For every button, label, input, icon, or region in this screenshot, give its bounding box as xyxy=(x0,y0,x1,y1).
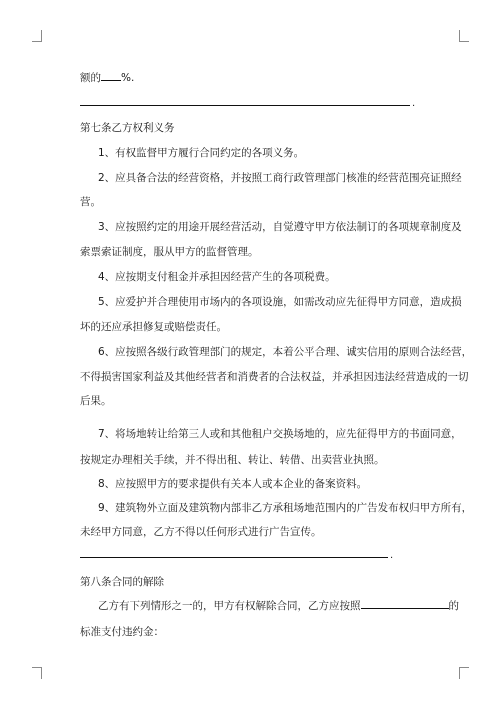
section7-line-16: 未经甲方同意，乙方不得以任何形式进行广告宣传。 xyxy=(80,526,322,538)
crop-mark-top-left xyxy=(32,30,42,42)
crop-mark-bottom-left xyxy=(32,667,42,679)
separator-rule-1 xyxy=(80,105,410,106)
section8-heading: 第八条合同的解除 xyxy=(80,576,164,588)
section7-heading: 第七条乙方权利义务 xyxy=(80,122,175,134)
section7-line-10: 不得损害国家利益及其他经营者和消费者的合法权益，并承担因违法经营造成的一切 xyxy=(80,371,469,383)
percentage-blank xyxy=(101,71,121,81)
separator-rule-2 xyxy=(80,557,388,558)
section7-line-8: 坏的还应承担修复或赔偿责任。 xyxy=(80,321,227,333)
section8-line-1 xyxy=(98,599,459,613)
percentage-line xyxy=(80,71,134,85)
section8-line1-prefix: 乙方有下列情形之一的，甲方有权解除合同，乙方应按照 xyxy=(98,600,361,612)
section8-line1-suffix: 的 xyxy=(448,600,459,612)
section7-line-3: 营。 xyxy=(80,196,101,208)
percentage-suffix: %. xyxy=(121,72,135,84)
section7-line-5: 索票索证制度，服从甲方的监督管理。 xyxy=(80,246,259,258)
section7-line-14: 8、应按照甲方的要求提供有关本人或本企业的备案资料。 xyxy=(98,478,368,490)
section7-line-6: 4、应按期支付租金并承担因经营产生的各项税费。 xyxy=(98,271,336,283)
section7-line-9: 6、应按照各级行政管理部门的规定，本着公平合理、诚实信用的原则合法经营， xyxy=(98,346,473,358)
crop-mark-top-right xyxy=(459,30,469,42)
section7-line-1: 1、有权监督甲方履行合同约定的各项义务。 xyxy=(98,147,305,159)
percentage-prefix: 额的 xyxy=(80,72,101,84)
penalty-standard-blank xyxy=(361,599,449,609)
section7-line-12: 7、将场地转让给第三人或和其他租户交换场地的，应先征得甲方的书面同意， xyxy=(98,428,462,440)
section7-line-7: 5、应爱护并合理使用市场内的各项设施，如需改动应先征得甲方同意，造成损 xyxy=(98,296,462,308)
section7-line-4: 3、应按照约定的用途开展经营活动，自觉遵守甲方依法制订的各项规章制度及 xyxy=(98,221,462,233)
separator-dot-1: . xyxy=(412,98,416,109)
section7-line-13: 按规定办理相关手续，并不得出租、转让、转借、出卖营业执照。 xyxy=(80,454,385,466)
section7-line-11: 后果。 xyxy=(80,395,112,407)
section7-line-2: 2、应具备合法的经营资格，并按照工商行政管理部门核准的经营范围亮证照经 xyxy=(98,172,462,184)
separator-dot-2: . xyxy=(390,550,394,561)
section7-line-15: 9、建筑物外立面及建筑物内部非乙方承租场地范围内的广告发布权归甲方所有， xyxy=(98,502,473,514)
crop-mark-bottom-right xyxy=(459,667,469,679)
section8-line-2: 标准支付违约金： xyxy=(80,626,164,638)
